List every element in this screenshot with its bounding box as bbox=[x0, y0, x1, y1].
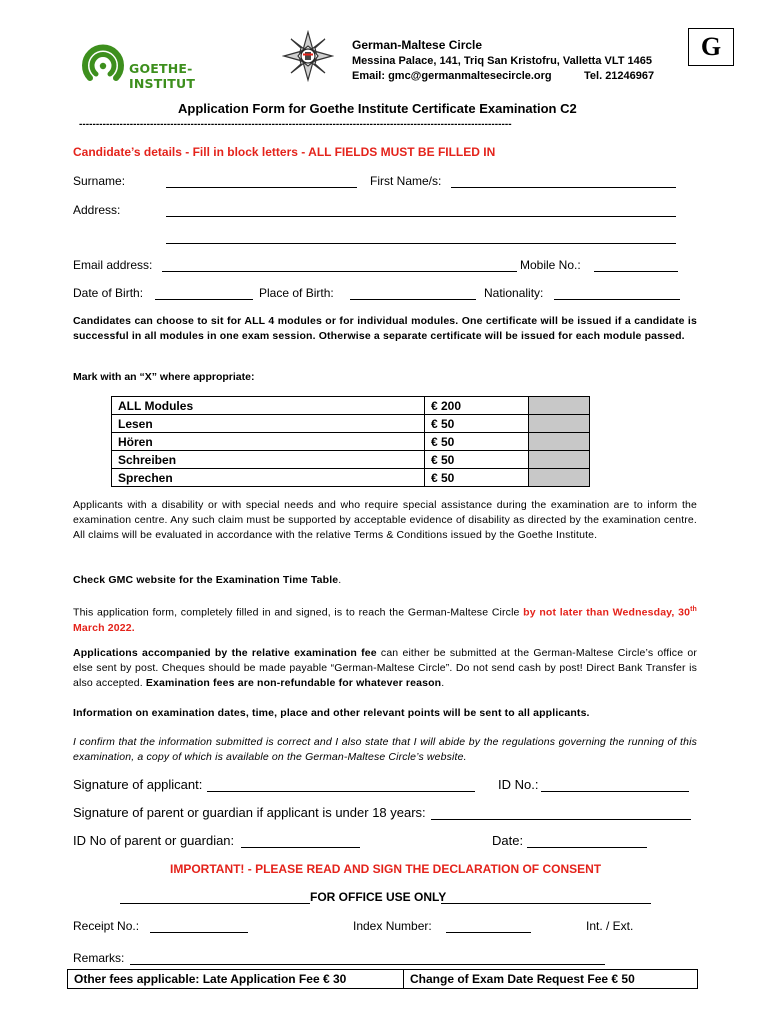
address-field-line-1[interactable] bbox=[166, 216, 676, 217]
module-checkbox[interactable] bbox=[529, 469, 590, 487]
change-exam-date-fee: Change of Exam Date Request Fee € 50 bbox=[404, 970, 698, 989]
surname-field[interactable] bbox=[166, 187, 357, 188]
office-divider-left bbox=[120, 903, 310, 904]
dob-label: Date of Birth: bbox=[73, 286, 144, 300]
remarks-field[interactable] bbox=[130, 964, 605, 965]
deadline-date-1: by not later than Wednesday, 30 bbox=[523, 606, 691, 619]
module-row bbox=[112, 433, 590, 451]
module-name: Lesen bbox=[112, 415, 425, 433]
date-field[interactable] bbox=[527, 847, 647, 848]
parent-signature-field[interactable] bbox=[431, 819, 691, 820]
module-price: € 50 bbox=[425, 451, 529, 469]
timetable-note-bold: Check GMC website for the Examination Time Table bbox=[73, 574, 339, 586]
module-checkbox[interactable] bbox=[529, 433, 590, 451]
remarks-label: Remarks: bbox=[73, 951, 125, 965]
place-of-birth-label: Place of Birth: bbox=[259, 286, 334, 300]
module-name: Hören bbox=[112, 433, 425, 451]
fees-end: . bbox=[441, 677, 445, 689]
goethe-logo-mark-icon bbox=[80, 40, 126, 84]
module-row bbox=[112, 415, 590, 433]
candidate-details-heading: Candidate’s details - Fill in block letters - ALL FIELDS MUST BE FILLED IN bbox=[73, 145, 496, 159]
index-number-field[interactable] bbox=[446, 932, 531, 933]
module-checkbox[interactable] bbox=[529, 397, 590, 415]
confirmation-statement: I confirm that the information submitted is correct and I also state that I will abide by the regulations governing the running of this examination, a copy of which is available on the German-Maltese Circle’s website. bbox=[73, 736, 697, 763]
parent-id-label: ID No of parent or guardian: bbox=[73, 833, 235, 848]
first-names-field[interactable] bbox=[451, 187, 676, 188]
maltese-cross-emblem-icon bbox=[282, 30, 334, 82]
date-label: Date: bbox=[492, 833, 524, 848]
address-field-line-2[interactable] bbox=[166, 243, 676, 244]
form-title: Application Form for Goethe Institute Certificate Examination C2 bbox=[178, 101, 577, 116]
fees-text: can either be submitted at the German-Maltese Circle’s office or else sent by post. Cheques should be made payable “German-Maltese Circle”. Do not send cash by post! Direct Bank Transfer is also accepted. bbox=[73, 647, 697, 689]
module-row bbox=[112, 397, 590, 415]
goethe-logo-text: GOETHE-INSTITUT bbox=[129, 61, 196, 91]
int-ext-option[interactable]: Int. / Ext. bbox=[586, 919, 634, 933]
id-no-field[interactable] bbox=[541, 791, 689, 792]
dob-field[interactable] bbox=[155, 299, 253, 300]
goethe-institut-logo bbox=[80, 40, 220, 91]
module-row bbox=[112, 469, 590, 487]
mobile-field[interactable] bbox=[594, 271, 678, 272]
deadline-date-2: March 2022. bbox=[73, 621, 135, 634]
deadline-text: This application form, completely filled in and signed, is to reach the German-Maltese Circle bbox=[73, 606, 524, 619]
module-name: Schreiben bbox=[112, 451, 425, 469]
receipt-field[interactable] bbox=[150, 932, 248, 933]
org-email: Email: gmc@germanmaltesecircle.org bbox=[352, 70, 552, 82]
info-note: Information on examination dates, time, place and other relevant points will be sent to all applicants. bbox=[73, 707, 590, 719]
module-checkbox[interactable] bbox=[529, 451, 590, 469]
mobile-label: Mobile No.: bbox=[520, 258, 581, 272]
office-use-heading: FOR OFFICE USE ONLY bbox=[310, 890, 447, 904]
late-application-fee: Other fees applicable: Late Application Fee € 30 bbox=[68, 970, 404, 989]
module-price: € 50 bbox=[425, 469, 529, 487]
applicant-signature-field[interactable] bbox=[207, 791, 475, 792]
org-tel: Tel. 21246967 bbox=[584, 70, 655, 82]
parent-signature-label: Signature of parent or guardian if applicant is under 18 years: bbox=[73, 805, 426, 820]
module-name: Sprechen bbox=[112, 469, 425, 487]
form-code-box: G bbox=[688, 28, 734, 66]
email-field[interactable] bbox=[162, 271, 517, 272]
id-no-label: ID No.: bbox=[498, 777, 539, 792]
nationality-field[interactable] bbox=[554, 299, 680, 300]
fees-bold: Applications accompanied by the relative examination fee bbox=[73, 647, 377, 659]
office-divider-right bbox=[441, 903, 651, 904]
module-price: € 50 bbox=[425, 433, 529, 451]
surname-label: Surname: bbox=[73, 174, 126, 188]
org-address: Messina Palace, 141, Triq San Kristofru, Valletta VLT 1465 bbox=[352, 55, 652, 67]
nationality-label: Nationality: bbox=[484, 286, 544, 300]
deadline-paragraph bbox=[73, 602, 697, 636]
module-row bbox=[112, 451, 590, 469]
address-label: Address: bbox=[73, 203, 121, 217]
timetable-note-end: . bbox=[338, 574, 342, 586]
index-number-label: Index Number: bbox=[353, 919, 432, 933]
email-label: Email address: bbox=[73, 258, 153, 272]
mark-instruction: Mark with an “X” where appropriate: bbox=[73, 371, 255, 383]
parent-id-field[interactable] bbox=[241, 847, 360, 848]
modules-table bbox=[111, 396, 590, 487]
place-of-birth-field[interactable] bbox=[350, 299, 476, 300]
org-name: German-Maltese Circle bbox=[352, 38, 483, 52]
timetable-note bbox=[73, 573, 697, 588]
title-divider: -------------------------------------------------------------------------------------------------------------------------------- bbox=[79, 119, 512, 130]
modules-info: Candidates can choose to sit for ALL 4 modules or for individual modules. One certificate will be issued if a candidate is successful in all modules in one exam session. Otherwise a separate certificate will be issued for each module passed. bbox=[73, 315, 697, 342]
fees-non-refundable: Examination fees are non-refundable for whatever reason bbox=[145, 677, 442, 689]
module-checkbox[interactable] bbox=[529, 415, 590, 433]
disability-paragraph: Applicants with a disability or with special needs and who require special assistance during the examination are to inform the examination centre. Any such claim must be supported by acceptable evidence of disability as directed by the examination centre. All claims will be evaluated in accordance with the relative Terms & Conditions issued by the Goethe Institute. bbox=[73, 499, 697, 541]
important-consent-notice: IMPORTANT! - PLEASE READ AND SIGN THE DECLARATION OF CONSENT bbox=[170, 862, 602, 876]
applicant-signature-label: Signature of applicant: bbox=[73, 777, 203, 792]
fees-paragraph bbox=[73, 646, 697, 691]
first-names-label: First Name/s: bbox=[370, 174, 442, 188]
receipt-label: Receipt No.: bbox=[73, 919, 140, 933]
deadline-date-sup: th bbox=[690, 606, 697, 613]
module-name: ALL Modules bbox=[112, 397, 425, 415]
module-price: € 50 bbox=[425, 415, 529, 433]
module-price: € 200 bbox=[425, 397, 529, 415]
other-fees-table bbox=[67, 969, 698, 989]
